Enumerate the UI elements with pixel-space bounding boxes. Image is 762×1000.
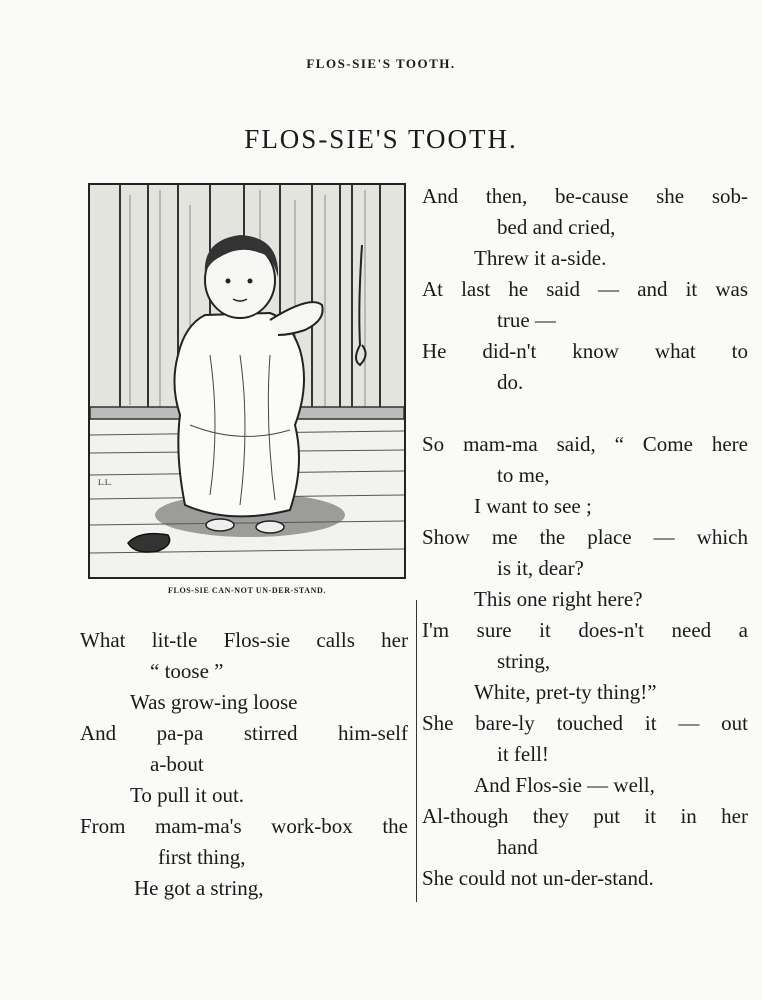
verse-line: do.	[497, 370, 524, 394]
verse-line: a-bout	[150, 752, 204, 776]
verse-line: He did-n't know what to	[422, 339, 748, 363]
verse-line: to me,	[497, 463, 550, 487]
verse-line: She bare-ly touched it — out	[422, 711, 748, 735]
verse-line: Al-though they put it in her	[422, 804, 748, 828]
verse-line: She could not un-der-stand.	[422, 866, 654, 890]
verse-line: Threw it a-side.	[474, 246, 607, 270]
verse-line: string,	[497, 649, 551, 673]
right-column	[422, 181, 748, 894]
verse-line: I want to see ;	[474, 494, 592, 518]
illustration-drawing	[90, 185, 404, 577]
verse-line: first thing,	[158, 845, 246, 869]
verse-line: I'm sure it does-n't need a	[422, 618, 748, 642]
verse-line: hand	[497, 835, 538, 859]
running-head: FLOS-SIE'S TOOTH.	[306, 56, 456, 71]
illustration-caption: FLOS-SIE CAN-NOT UN-DER-STAND.	[168, 586, 326, 595]
verse-line: This one right here?	[474, 587, 643, 611]
verse-line: At last he said — and it was	[422, 277, 748, 301]
verse-line: What lit-tle Flos-sie calls her	[80, 628, 408, 652]
verse-line: And Flos-sie — well,	[474, 773, 655, 797]
verse-line: White, pret-ty thing!”	[474, 680, 657, 704]
verse-line: “ toose ”	[150, 659, 224, 683]
verse-line: it fell!	[497, 742, 549, 766]
artist-signature: L.L.	[98, 478, 112, 487]
verse-line: And pa-pa stirred him-self	[80, 721, 408, 745]
column-divider	[416, 600, 417, 902]
verse-line: Show me the place — which	[422, 525, 748, 549]
verse-line: bed and cried,	[497, 215, 616, 239]
verse-line: He got a string,	[134, 876, 264, 900]
verse-line: From mam-ma's work-box the	[80, 814, 408, 838]
verse-line: So mam-ma said, “ Come here	[422, 432, 748, 456]
left-column	[80, 625, 408, 904]
verse-line-spacer	[422, 398, 748, 429]
verse-line: true —	[497, 308, 556, 332]
page-title: FLOS-SIE'S TOOTH.	[244, 124, 518, 154]
verse-line: To pull it out.	[130, 783, 245, 807]
verse-line: Was grow-ing loose	[130, 690, 298, 714]
illustration	[88, 183, 406, 579]
verse-line: And then, be-cause she sob-	[422, 184, 748, 208]
verse-line: is it, dear?	[497, 556, 584, 580]
